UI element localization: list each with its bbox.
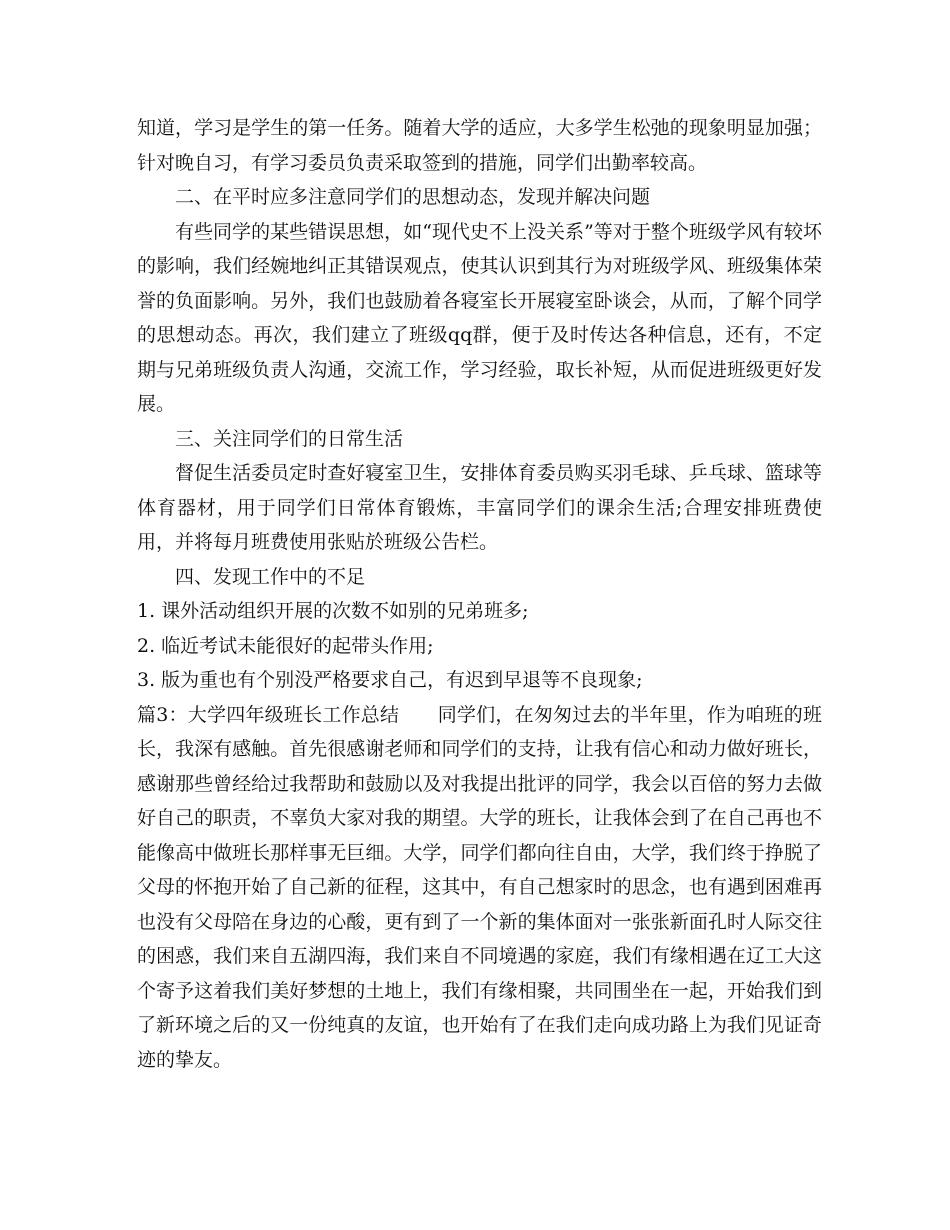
section-heading-2: 二、在平时应多注意同学们的思想动态，发现并解决问题 [175, 186, 651, 208]
list-item: 1. 课外活动组织开展的次数不如别的兄弟班多; [137, 600, 529, 622]
article-section-3: 篇3：大学四年级班长工作总结 同学们，在匆匆过去的半年里，作为咱班的班长，我深有感触。首先很感谢老师和同学们的支持，让我有信心和动力做好班长，感谢那些曾经给过我帮助和鼓励以及对我提出批评的同学，我会以百倍的努力去做好自己的职责，不辜负大家对我的期望。大学的班长，让我体会到了在自己再也不能像高中做班长那样事无巨细。大学，同学们都向往自由，大学，我们终于挣脱了父母的怀抱开始了自己新的征程，这其中，有自己想家时的思念，也有遇到困难再也没有父母陪在身边的心酸，更有到了一个新的集体面对一张张新面孔时人际交往的困惑，我们来自五湖四海，我们来自不同境遇的家庭，我们有缘相遇在辽工大这个寄予这着我们美好梦想的土地上，我们有缘相聚，共同围坐在一起，开始我们到了新环境之后的又一份纯真的友谊，也开始有了在我们走向成功路上为我们见证奇迹的挚友。 [137, 703, 822, 1071]
body-paragraph: 知道，学习是学生的第一任务。随着大学的适应，大多学生松弛的现象明显加强；针对晚自习，有学习委员负责采取签到的措施，同学们出勤率较高。 [137, 117, 822, 174]
body-paragraph: 督促生活委员定时查好寝室卫生，安排体育委员购买羽毛球、乒乓球、篮球等体育器材，用于同学们日常体育锻炼，丰富同学们的课余生活;合理安排班费使用，并将每月班费使用张贴於班级公告栏。 [137, 462, 822, 553]
list-item: 3. 版为重也有个别没严格要求自己，有迟到早退等不良现象; [137, 669, 643, 691]
body-paragraph: 有些同学的某些错误思想，如“现代史不上没关系”等对于整个班级学风有较坏的影响，我们经婉地纠正其错误观点，使其认识到其行为对班级学风、班级集体荣誉的负面影响。另外，我们也鼓励着各寝室长开展寝室卧谈会，从而，了解个同学的思想动态。再次，我们建立了班级qq群，便于及时传达各种信息，还有，不定期与兄弟班级负责人沟通，交流工作，学习经验，取长补短，从而促进班级更好发展。 [137, 220, 822, 415]
document-body [137, 111, 822, 1077]
list-item: 2. 临近考试未能很好的起带头作用; [137, 634, 434, 657]
section-heading-4: 四、发现工作中的不足 [175, 565, 366, 588]
section-heading-3: 三、关注同学们的日常生活 [175, 427, 404, 450]
